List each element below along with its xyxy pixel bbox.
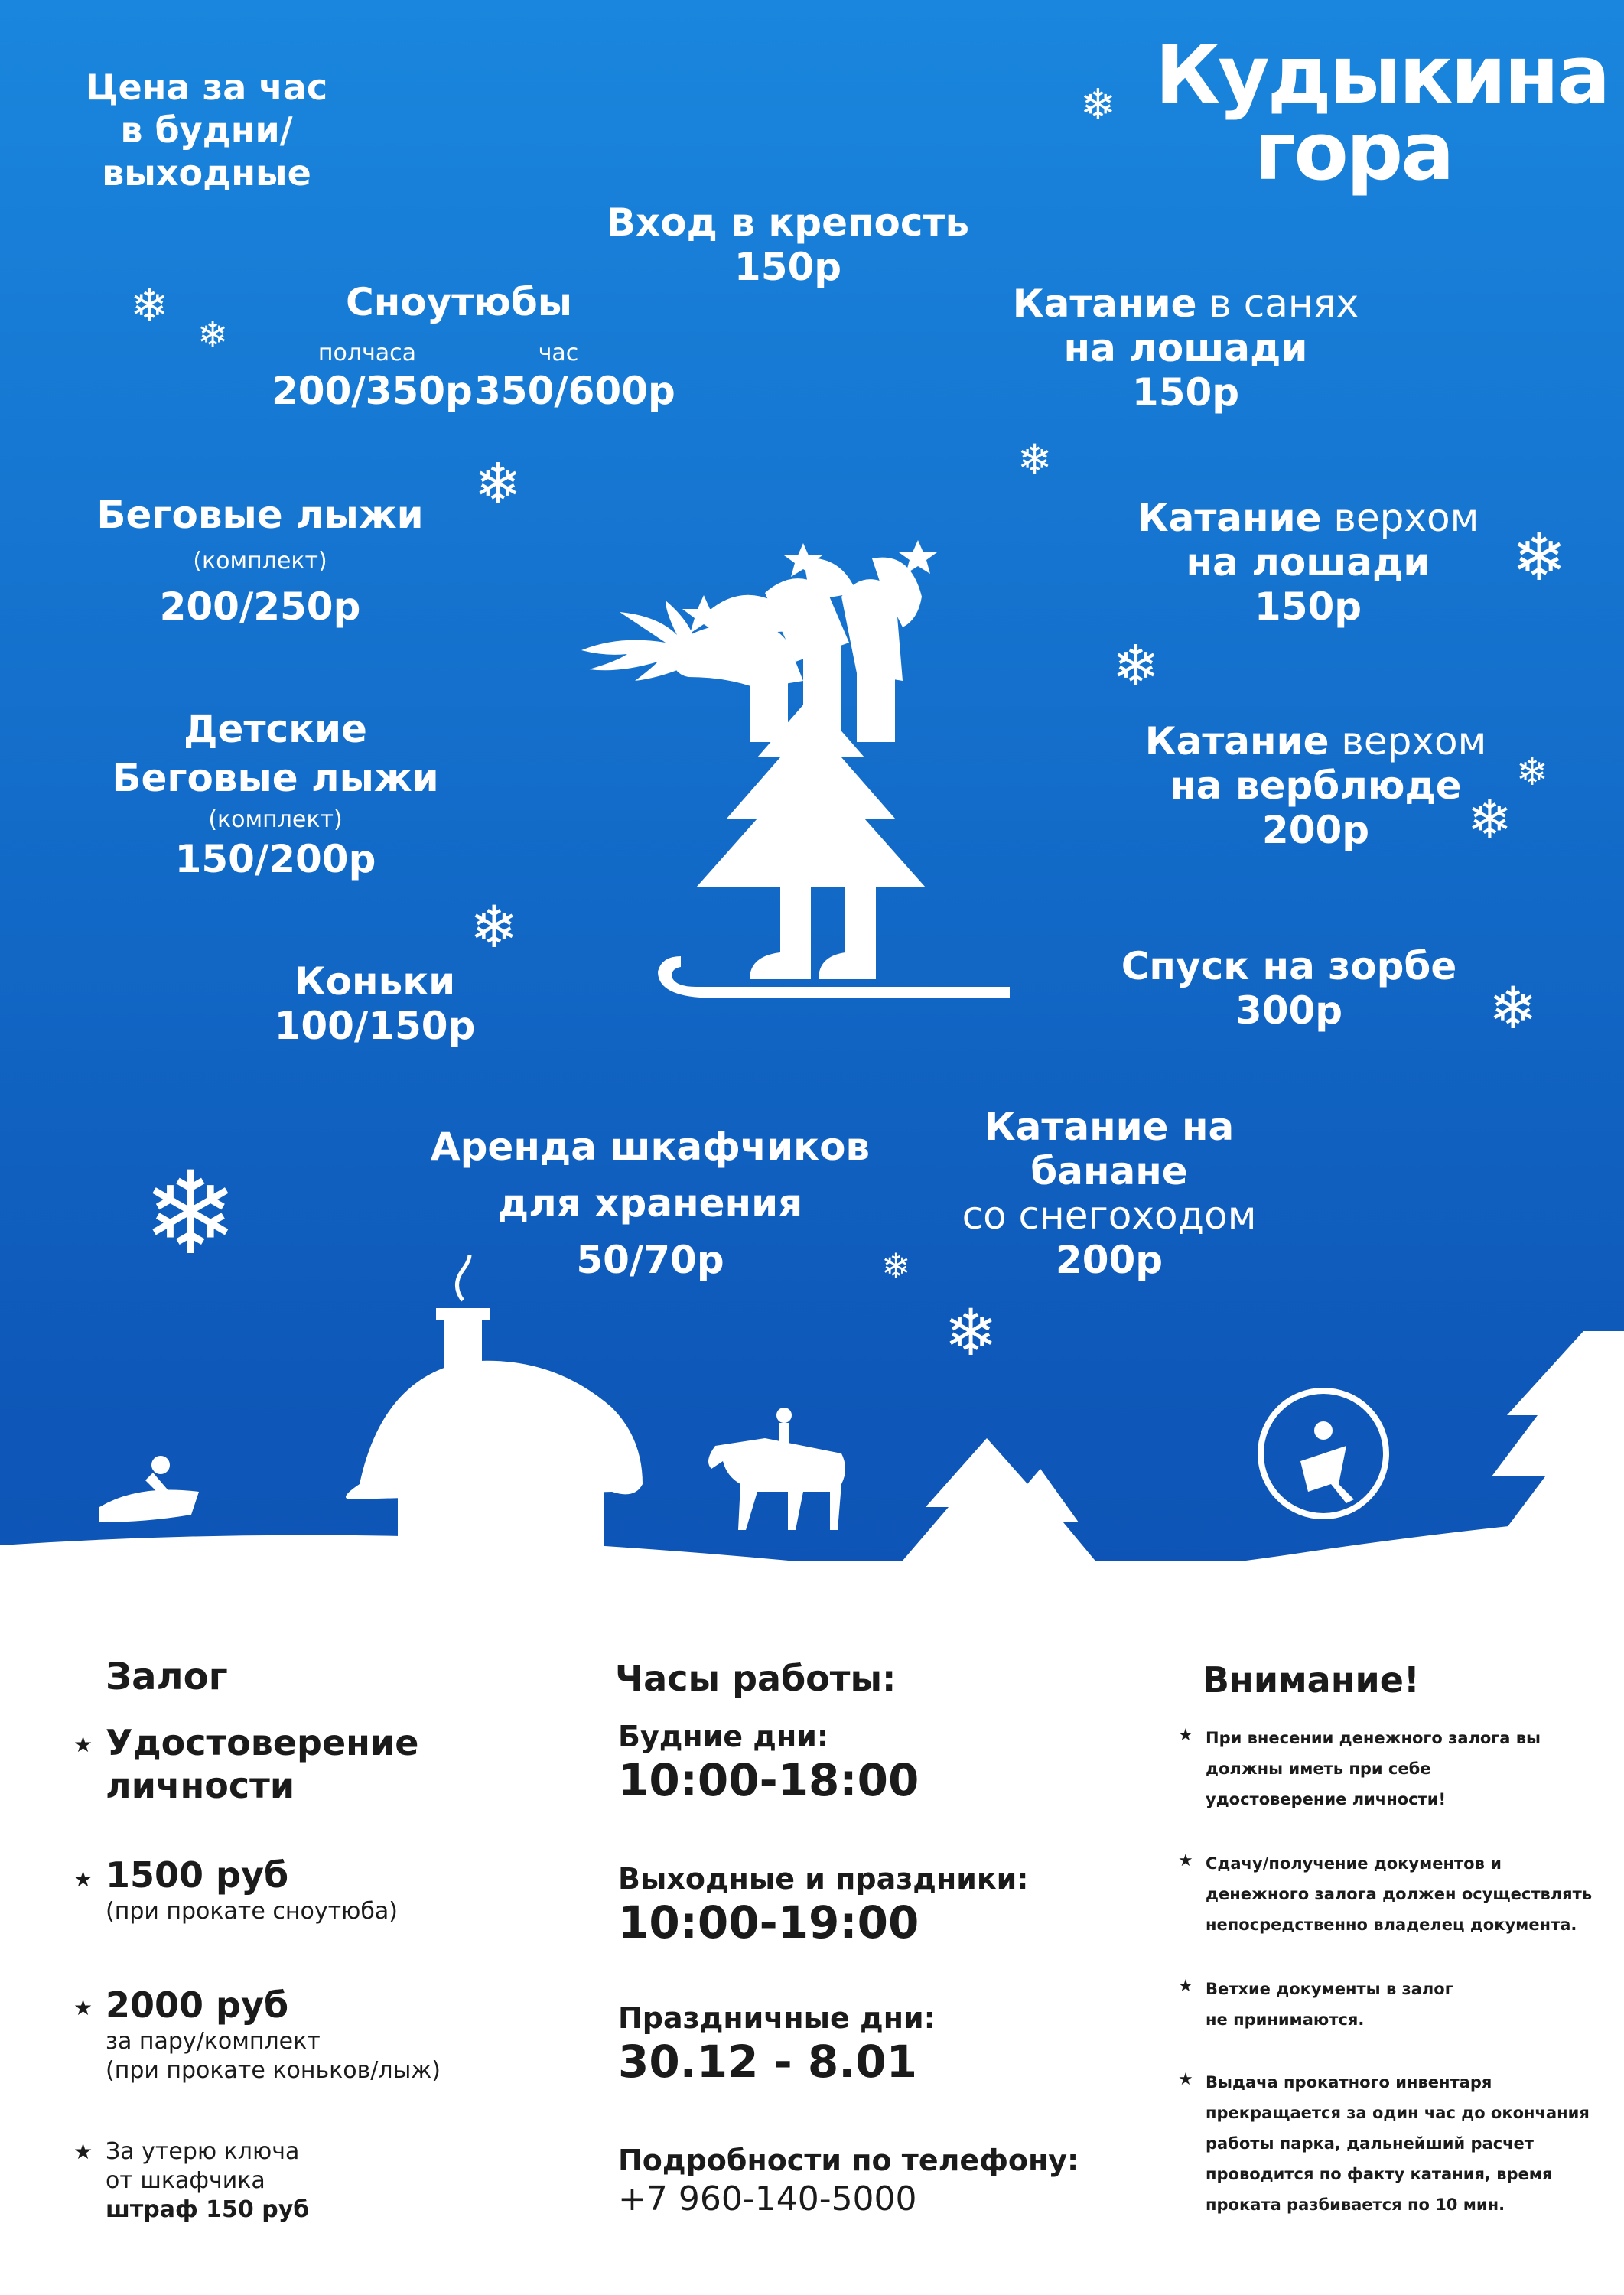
- star-bullet-icon: ★: [1178, 1851, 1193, 1870]
- camel-title-bold: Катание: [1144, 719, 1329, 763]
- phone-number[interactable]: +7 960-140-5000: [618, 2179, 917, 2218]
- deposit-2000-note2: (при прокате коньков/лыж): [106, 2057, 441, 2084]
- attention-note-3-line: Ветхие документы в залог: [1206, 1980, 1453, 1998]
- kids-ski-line2: Беговые лыжи: [112, 756, 439, 800]
- attention-note-4-line: Выдача прокатного инвентаря: [1206, 2073, 1492, 2092]
- hours-weekends: [618, 1860, 1028, 1948]
- banana-line1: Катание на банане: [984, 1105, 1235, 1193]
- banana-line2: со снегоходом: [962, 1193, 1257, 1238]
- snowflake-icon: ❄: [197, 314, 229, 356]
- attention-note-4-line: прекращается за один час до окончания: [1206, 2104, 1590, 2122]
- winter-landscape: [0, 1255, 1624, 1591]
- snowtubes-half-label: полчаса: [317, 340, 417, 366]
- price-note-line1: Цена за час: [85, 67, 328, 108]
- attention-note-3-line: не принимаются.: [1206, 2010, 1365, 2029]
- hours-title: Часы работы:: [615, 1658, 897, 1699]
- snowflake-icon: ❄: [944, 1295, 998, 1370]
- zorb-price: 300р: [1235, 988, 1343, 1033]
- snowflake-icon: ❄: [1467, 788, 1512, 851]
- attention-note-2-line: денежного залога должен осуществлять: [1206, 1885, 1593, 1903]
- snowflake-icon: ❄: [1080, 80, 1116, 130]
- price-note-line3: выходные: [102, 152, 311, 194]
- star-bullet-icon: ★: [1178, 1726, 1193, 1745]
- snowflake-icon: ❄: [1489, 974, 1538, 1042]
- horse-riding-line2: на лошади: [1186, 540, 1430, 584]
- ski-note: (комплект): [193, 548, 327, 575]
- kids-ski-price: 150/200р: [174, 837, 376, 881]
- weekdays-label: Будние дни:: [618, 1720, 829, 1753]
- deposit-title: Залог: [106, 1655, 228, 1698]
- star-bullet-icon: ★: [73, 1732, 93, 1757]
- character-illustration: [574, 528, 1033, 1002]
- weekends-time: 10:00-19:00: [618, 1896, 919, 1948]
- deposit-item-2000: [106, 1983, 441, 2085]
- deposit-2000-main: 2000 руб: [106, 1984, 289, 2026]
- snowflake-icon: ❄: [881, 1245, 911, 1287]
- snowtubes-title: Сноутюбы: [346, 280, 572, 324]
- horse-riding-title-rest: верхом: [1321, 496, 1479, 540]
- service-fortress: [589, 200, 987, 289]
- snowflake-icon: ❄: [142, 1148, 239, 1281]
- skates-title: Коньки: [294, 959, 456, 1004]
- holidays-dates: 30.12 - 8.01: [618, 2036, 918, 2088]
- weekends-label: Выходные и праздники:: [618, 1862, 1029, 1896]
- fortress-title: Вход в крепость: [606, 200, 970, 245]
- deposit-1500-main: 1500 руб: [106, 1854, 289, 1896]
- sleigh-line2: на лошади: [1063, 326, 1308, 370]
- service-camel: [1109, 719, 1522, 852]
- attention-note-4-line: проводится по факту катания, время: [1206, 2165, 1553, 2183]
- banana-price: 200р: [1055, 1238, 1163, 1282]
- service-sleigh: [987, 282, 1385, 415]
- lockers-price: 50/70р: [576, 1238, 724, 1282]
- attention-note-3: [1206, 1974, 1453, 2035]
- sleigh-price: 150р: [1131, 370, 1240, 415]
- brand-line1: Кудыкина: [1155, 28, 1609, 122]
- attention-note-1: [1206, 1723, 1541, 1815]
- attention-note-1-line: должны иметь при себе: [1206, 1760, 1431, 1778]
- skates-price: 100/150р: [274, 1004, 476, 1048]
- price-note: [69, 66, 344, 194]
- service-kids-ski: [92, 707, 459, 881]
- service-zorb: [1109, 944, 1469, 1033]
- camel-price: 200р: [1261, 808, 1370, 852]
- hours-weekdays: [618, 1718, 919, 1805]
- phone-label: Подробности по телефону:: [618, 2144, 1079, 2177]
- service-ski: [76, 493, 444, 629]
- brand-line2: гора: [1255, 105, 1453, 198]
- snowtubes-hour-label: час: [538, 340, 579, 366]
- snowtubes-hour-price: 350/600р: [474, 369, 675, 413]
- snowflake-icon: ❄: [130, 279, 169, 333]
- attention-note-2-line: непосредственно владелец документа.: [1206, 1916, 1577, 1934]
- attention-note-2: [1206, 1848, 1592, 1940]
- deposit-id-line1: Удостоверение: [106, 1722, 419, 1763]
- attention-note-2-line: Сдачу/получение документов и: [1206, 1854, 1502, 1873]
- horse-riding-title-bold: Катание: [1137, 496, 1322, 540]
- deposit-key-line1: За утерю ключа: [106, 2138, 300, 2165]
- fortress-price: 150р: [734, 245, 842, 289]
- star-bullet-icon: ★: [73, 1867, 93, 1892]
- weekdays-time: 10:00-18:00: [618, 1754, 919, 1806]
- star-bullet-icon: ★: [1178, 1977, 1193, 1996]
- service-skates: [229, 959, 520, 1048]
- brand-logo: [1155, 28, 1609, 198]
- ski-title: Беговые лыжи: [96, 493, 424, 537]
- holidays-label: Праздничные дни:: [618, 2001, 936, 2035]
- attention-title: Внимание!: [1203, 1659, 1420, 1701]
- snowflake-icon: ❄: [1516, 750, 1548, 794]
- sleigh-title-bold: Катание: [1012, 282, 1197, 326]
- sleigh-title-rest: в санях: [1196, 282, 1359, 326]
- deposit-item-1500: [106, 1853, 398, 1926]
- deposit-1500-note: (при прокате сноутюба): [106, 1898, 398, 1925]
- snowflake-icon: ❄: [1512, 519, 1567, 596]
- hours-phone: [618, 2142, 1079, 2220]
- deposit-id-line2: личности: [106, 1765, 295, 1806]
- camel-line2: на верблюде: [1170, 763, 1462, 808]
- price-note-line2: в будни/: [120, 109, 293, 151]
- horse-riding-price: 150р: [1254, 584, 1362, 629]
- attention-note-1-line: При внесении денежного залога вы: [1206, 1729, 1541, 1747]
- zorb-title: Спуск на зорбе: [1121, 944, 1457, 988]
- attention-note-1-line: удостоверение личности!: [1206, 1790, 1447, 1808]
- deposit-item-id: [106, 1721, 418, 1807]
- snowtubes-half-price: 200/350р: [272, 369, 473, 413]
- snowflake-icon: ❄: [470, 893, 519, 961]
- star-bullet-icon: ★: [1178, 2070, 1193, 2089]
- ski-price: 200/250р: [159, 584, 361, 629]
- deposit-key-line2: от шкафчика: [106, 2167, 265, 2194]
- camel-title-rest: верхом: [1329, 719, 1487, 763]
- deposit-item-key: [106, 2137, 309, 2225]
- hours-holidays: [618, 2000, 936, 2087]
- star-bullet-icon: ★: [73, 1995, 93, 2020]
- snowflake-icon: ❄: [1017, 435, 1053, 483]
- star-bullet-icon: ★: [73, 2139, 93, 2164]
- attention-note-4: [1206, 2067, 1590, 2220]
- lockers-line1: Аренда шкафчиков: [430, 1125, 871, 1169]
- attention-note-4-line: проката разбивается по 10 мин.: [1206, 2196, 1505, 2214]
- kids-ski-line1: Детские: [184, 707, 367, 751]
- lockers-line2: для хранения: [497, 1181, 803, 1226]
- attention-note-4-line: работы парка, дальнейший расчет: [1206, 2134, 1534, 2153]
- snowflake-icon: ❄: [474, 451, 522, 517]
- deposit-2000-note1: за пару/комплект: [106, 2028, 321, 2055]
- deposit-key-line3: штраф 150 руб: [106, 2196, 310, 2223]
- kids-ski-note: (комплект): [208, 806, 343, 833]
- service-horse-riding: [1102, 496, 1515, 629]
- snowflake-icon: ❄: [1112, 633, 1160, 699]
